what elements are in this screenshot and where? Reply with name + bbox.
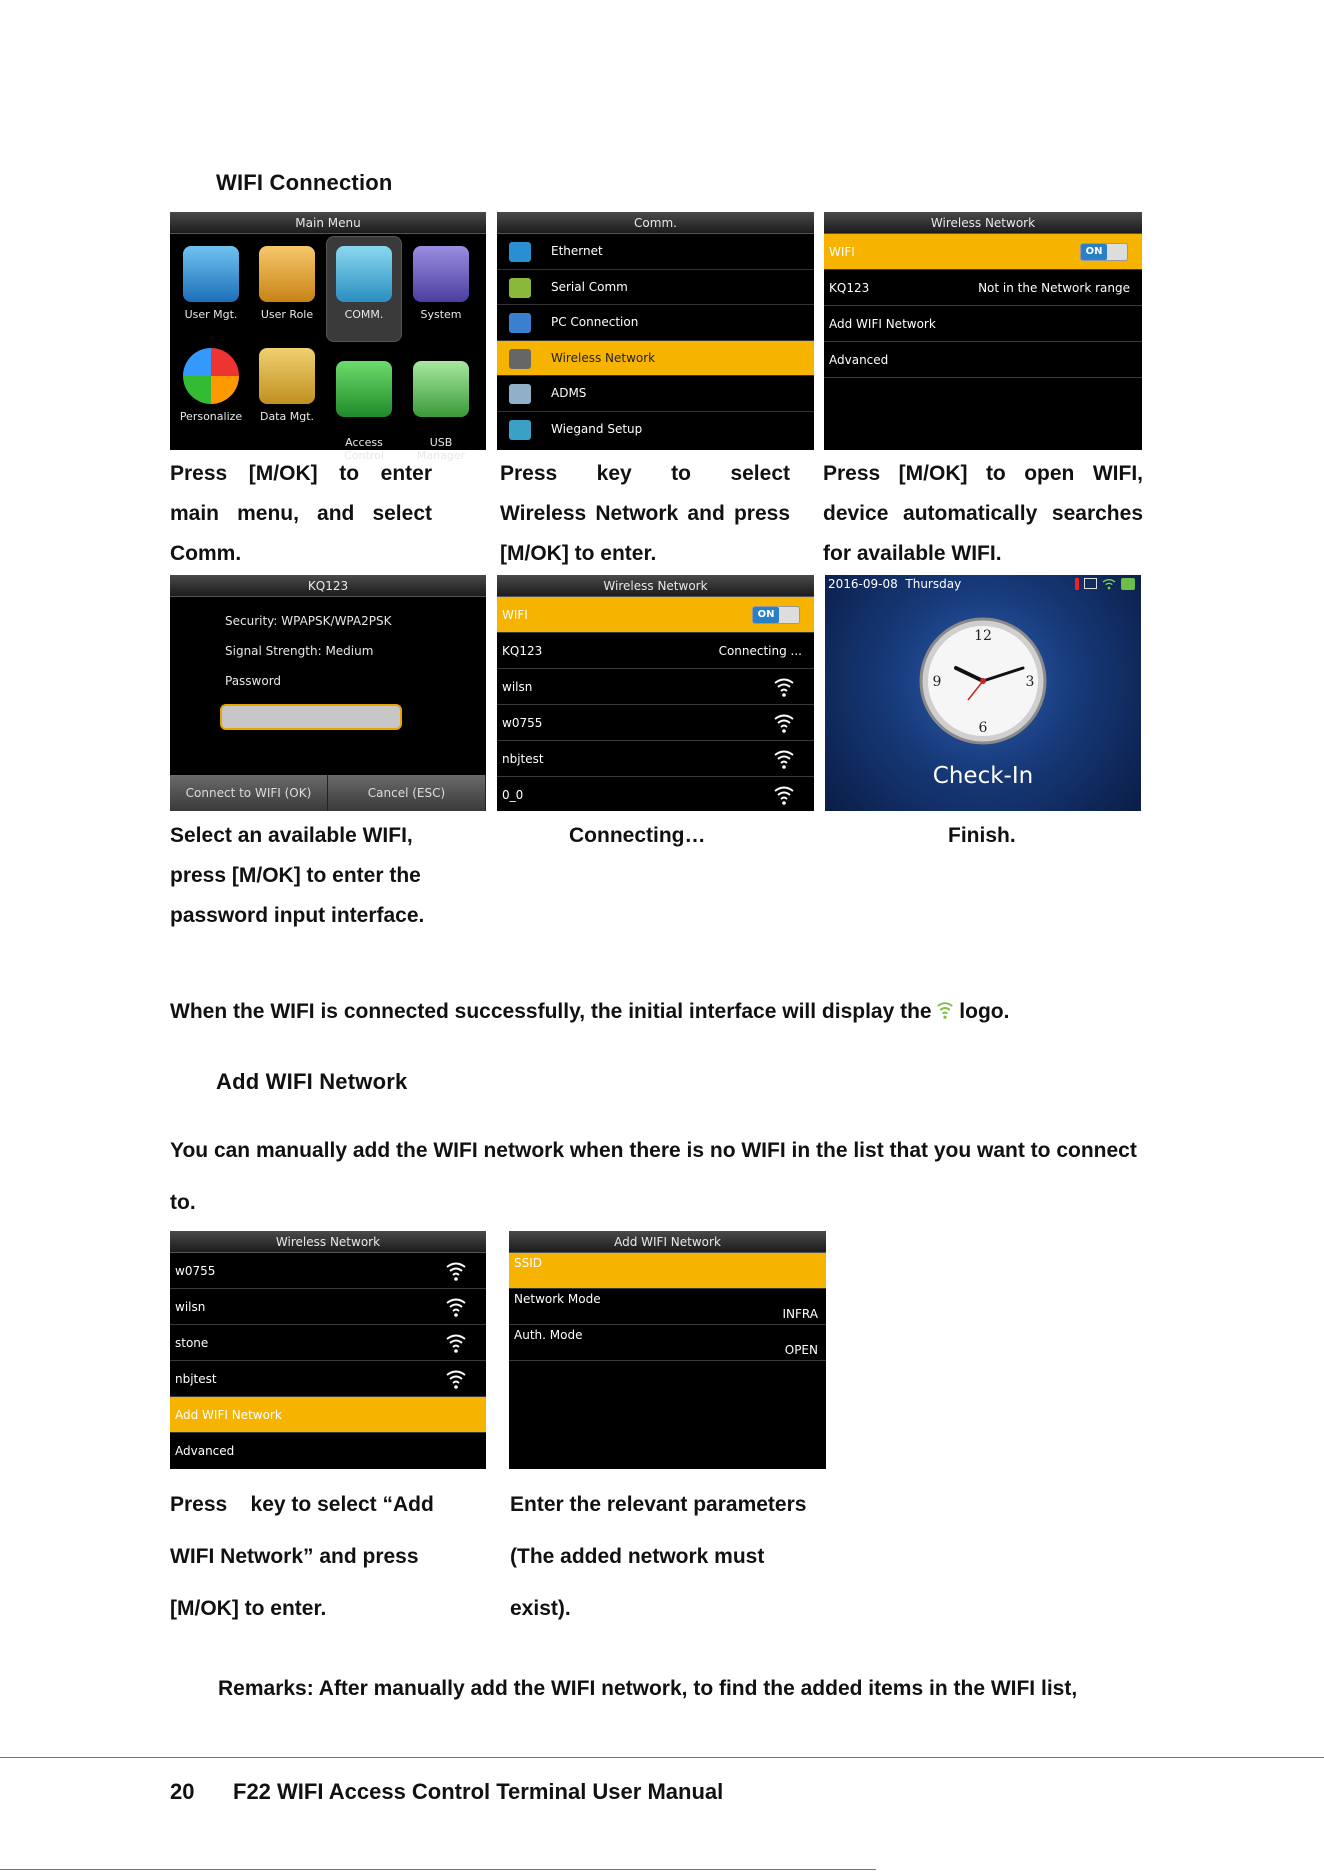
add-wifi-network-row[interactable] [170, 1397, 486, 1433]
clock-numeral: 3 [1025, 674, 1035, 690]
network-row[interactable] [170, 1325, 486, 1361]
security-text: Security: WPAPSK/WPA2PSK [225, 614, 392, 628]
wifi-signal-icon [774, 677, 794, 697]
section-heading-wifi-connection: WIFI Connection [216, 170, 393, 195]
caption-line: Wireless Network and press [500, 502, 790, 525]
wifi-signal-icon [774, 713, 794, 733]
wifi-signal-icon [774, 785, 794, 805]
wifi-signal-icon [446, 1297, 466, 1317]
check-in-label: Check-In [932, 763, 1034, 789]
palette-icon [183, 348, 239, 404]
caption-line: Select an available WIFI, [170, 824, 413, 847]
caption-8 [510, 1479, 806, 1635]
field-label: Auth. Mode [514, 1328, 583, 1342]
comm-item-wireless[interactable] [497, 341, 814, 377]
wifi-label: WIFI [829, 245, 855, 259]
wifi-icon [1102, 578, 1116, 590]
caption-7 [170, 1479, 434, 1635]
screen-title: Add WIFI Network [509, 1231, 826, 1253]
network-row-kq123[interactable] [497, 633, 814, 669]
menu-label: Personalize [179, 410, 243, 423]
alert-icon [1075, 578, 1079, 590]
network-status: Connecting ... [718, 644, 802, 658]
wifi-toggle[interactable] [752, 606, 800, 624]
menu-label: Data Mgt. [259, 410, 315, 423]
adms-icon [509, 384, 531, 404]
wifi-toggle[interactable] [1080, 243, 1128, 261]
connect-button[interactable]: Connect to WIFI (OK) [170, 775, 328, 811]
network-row[interactable] [497, 705, 814, 741]
caption-line: exist). [510, 1597, 571, 1620]
note-text: When the WIFI is connected successfully, the initial interface will display the [170, 1000, 932, 1023]
network-status: Not in the Network range [978, 281, 1130, 295]
wifi-signal-icon [446, 1369, 466, 1389]
row-label: Advanced [829, 353, 889, 367]
menu-item-comm[interactable] [327, 246, 401, 321]
network-mode-field[interactable] [509, 1289, 826, 1325]
network-name: wilsn [175, 1300, 206, 1314]
caption-line: Enter the relevant parameters [510, 1493, 807, 1516]
wifi-toggle-row[interactable] [497, 597, 814, 633]
network-row[interactable] [170, 1289, 486, 1325]
row-label: Add WIFI Network [175, 1408, 282, 1422]
screen-title: Wireless Network [170, 1231, 486, 1253]
screen-check-in [825, 575, 1141, 811]
signal-strength-text: Signal Strength: Medium [225, 644, 374, 658]
database-icon [259, 348, 315, 404]
menu-item-usb-manager[interactable] [404, 348, 478, 462]
menu-label: System [420, 308, 462, 321]
row-label: Add WIFI Network [829, 317, 936, 331]
network-row[interactable] [497, 777, 814, 813]
field-label: Network Mode [514, 1292, 601, 1306]
add-wifi-network-row[interactable] [824, 306, 1142, 342]
screen-title: Wireless Network [824, 212, 1142, 234]
network-name: wilsn [502, 680, 533, 694]
comm-item-ethernet[interactable] [497, 234, 814, 270]
caption-5: Connecting… [569, 824, 706, 847]
wifi-signal-icon [446, 1333, 466, 1353]
day-text: Thursday [905, 577, 962, 591]
analog-clock [918, 616, 1048, 746]
caption-line: [M/OK] to enter. [500, 542, 657, 565]
caption-line: [M/OK] to enter. [170, 1597, 327, 1620]
key-icon [259, 246, 315, 302]
network-name: w0755 [175, 1264, 216, 1278]
cancel-button[interactable]: Cancel (ESC) [328, 775, 486, 811]
bottom-rule [0, 1869, 876, 1870]
pc-connection-icon [509, 313, 531, 333]
remarks-text: Remarks: After manually add the WIFI network, to find the added items in the WIFI list, [218, 1677, 1078, 1700]
screen-comm [497, 212, 814, 450]
menu-label: User Role [260, 308, 314, 321]
date-text: 2016-09-08 [828, 577, 898, 591]
comm-item-serial[interactable] [497, 270, 814, 306]
menu-item-access-control[interactable] [327, 348, 401, 462]
network-name: stone [175, 1336, 209, 1350]
add-wifi-paragraph-line1: You can manually add the WIFI network when there is no WIFI in the list that you want to connect [170, 1139, 1137, 1162]
network-name: KQ123 [829, 281, 870, 295]
field-label: SSID [514, 1256, 543, 1270]
status-bar [828, 577, 961, 591]
softkey-bar [170, 775, 486, 811]
caption-line: Press [M/OK] to enter [170, 462, 432, 485]
menu-item-user-role[interactable] [250, 246, 324, 321]
field-value: INFRA [782, 1307, 818, 1321]
screen-title: Comm. [497, 212, 814, 234]
page-number: 20 [170, 1779, 195, 1804]
screen-wireless-add [170, 1231, 486, 1469]
auth-mode-field[interactable] [509, 1325, 826, 1361]
network-row[interactable] [497, 669, 814, 705]
menu-item-user-mgt[interactable] [174, 246, 248, 321]
item-label: Serial Comm [551, 279, 628, 294]
advanced-row[interactable] [824, 342, 1142, 378]
field-value: OPEN [784, 1343, 818, 1357]
ssid-field[interactable] [509, 1253, 826, 1289]
footer-rule [0, 1757, 1324, 1758]
caption-6: Finish. [948, 824, 1016, 847]
screen-title: KQ123 [170, 575, 486, 597]
comm-item-pc-connection[interactable] [497, 305, 814, 341]
serial-port-icon [509, 278, 531, 298]
menu-label: User Mgt. [184, 308, 238, 321]
access-control-icon [336, 361, 392, 417]
toggle-on-label: ON [753, 607, 779, 623]
caption-line: Comm. [170, 542, 242, 565]
network-name: w0755 [502, 716, 543, 730]
manual-title: F22 WIFI Access Control Terminal User Manual [233, 1779, 724, 1804]
item-label: Wireless Network [551, 350, 656, 365]
network-name: nbjtest [175, 1372, 217, 1386]
caption-line: Press key to select “Add [170, 1493, 434, 1516]
network-icon [1084, 578, 1097, 589]
advanced-row[interactable] [170, 1433, 486, 1469]
network-row-kq123[interactable] [824, 270, 1142, 306]
screen-title: Wireless Network [497, 575, 814, 597]
comm-icon [336, 246, 392, 302]
screen-wireless-connecting [497, 575, 814, 811]
comm-item-adms[interactable] [497, 376, 814, 412]
caption-2 [500, 454, 790, 574]
note-text: logo. [959, 1000, 1010, 1023]
caption-line: Press [M/OK] to open WIFI, [823, 462, 1143, 485]
menu-label: USB Manager [416, 436, 466, 462]
network-row[interactable] [170, 1361, 486, 1397]
menu-item-system[interactable] [404, 246, 478, 321]
wifi-signal-icon [446, 1261, 466, 1281]
caption-line: password input interface. [170, 904, 425, 927]
item-label: PC Connection [551, 315, 639, 329]
user-mgt-icon [183, 246, 239, 302]
clock-numeral: 12 [974, 628, 992, 644]
caption-3 [823, 454, 1143, 574]
screen-wireless-network [824, 212, 1142, 450]
user-icon [1121, 578, 1135, 590]
wifi-logo-icon [937, 1001, 953, 1019]
menu-label: Access Control [344, 436, 384, 462]
caption-line: for available WIFI. [823, 542, 1002, 565]
wifi-toggle-row[interactable] [824, 234, 1142, 270]
caption-1 [170, 454, 432, 574]
screen-kq123-password [170, 575, 486, 811]
toggle-on-label: ON [1081, 244, 1107, 260]
ethernet-icon [509, 242, 531, 262]
caption-line: Press key to select [500, 462, 790, 485]
row-label: Advanced [175, 1444, 235, 1458]
comm-item-wiegand[interactable] [497, 412, 814, 448]
network-name: nbjtest [502, 752, 544, 766]
connected-note [170, 1000, 1009, 1024]
status-icons [1075, 578, 1135, 590]
clock-numeral: 9 [932, 674, 942, 690]
screen-title: Main Menu [170, 212, 486, 234]
menu-item-data-mgt[interactable] [250, 348, 324, 423]
network-name: 0_0 [502, 788, 524, 802]
screen-add-wifi-form [509, 1231, 826, 1469]
password-input[interactable] [220, 704, 402, 730]
menu-item-personalize[interactable] [174, 348, 248, 423]
caption-line: (The added network must [510, 1545, 765, 1568]
menu-label: COMM. [344, 308, 384, 321]
item-label: ADMS [551, 386, 587, 400]
add-wifi-paragraph-line2: to. [170, 1191, 196, 1214]
caption-line: device automatically searches [823, 502, 1143, 525]
caption-line: main menu, and select [170, 502, 432, 525]
password-label: Password [225, 674, 282, 688]
wireless-icon [509, 349, 531, 369]
usb-icon [413, 361, 469, 417]
caption-4 [170, 816, 470, 936]
gear-icon [413, 246, 469, 302]
network-row[interactable] [497, 741, 814, 777]
wifi-signal-icon [774, 749, 794, 769]
wiegand-icon [509, 420, 531, 440]
item-label: Wiegand Setup [551, 421, 643, 436]
network-name: KQ123 [502, 644, 543, 658]
screen-main-menu [170, 212, 486, 462]
caption-line: press [M/OK] to enter the [170, 864, 421, 887]
wifi-label: WIFI [502, 608, 528, 622]
caption-line: WIFI Network” and press [170, 1545, 419, 1568]
section-heading-add-wifi: Add WIFI Network [216, 1069, 408, 1094]
clock-numeral: 6 [978, 720, 988, 736]
network-row[interactable] [170, 1253, 486, 1289]
item-label: Ethernet [551, 244, 603, 258]
